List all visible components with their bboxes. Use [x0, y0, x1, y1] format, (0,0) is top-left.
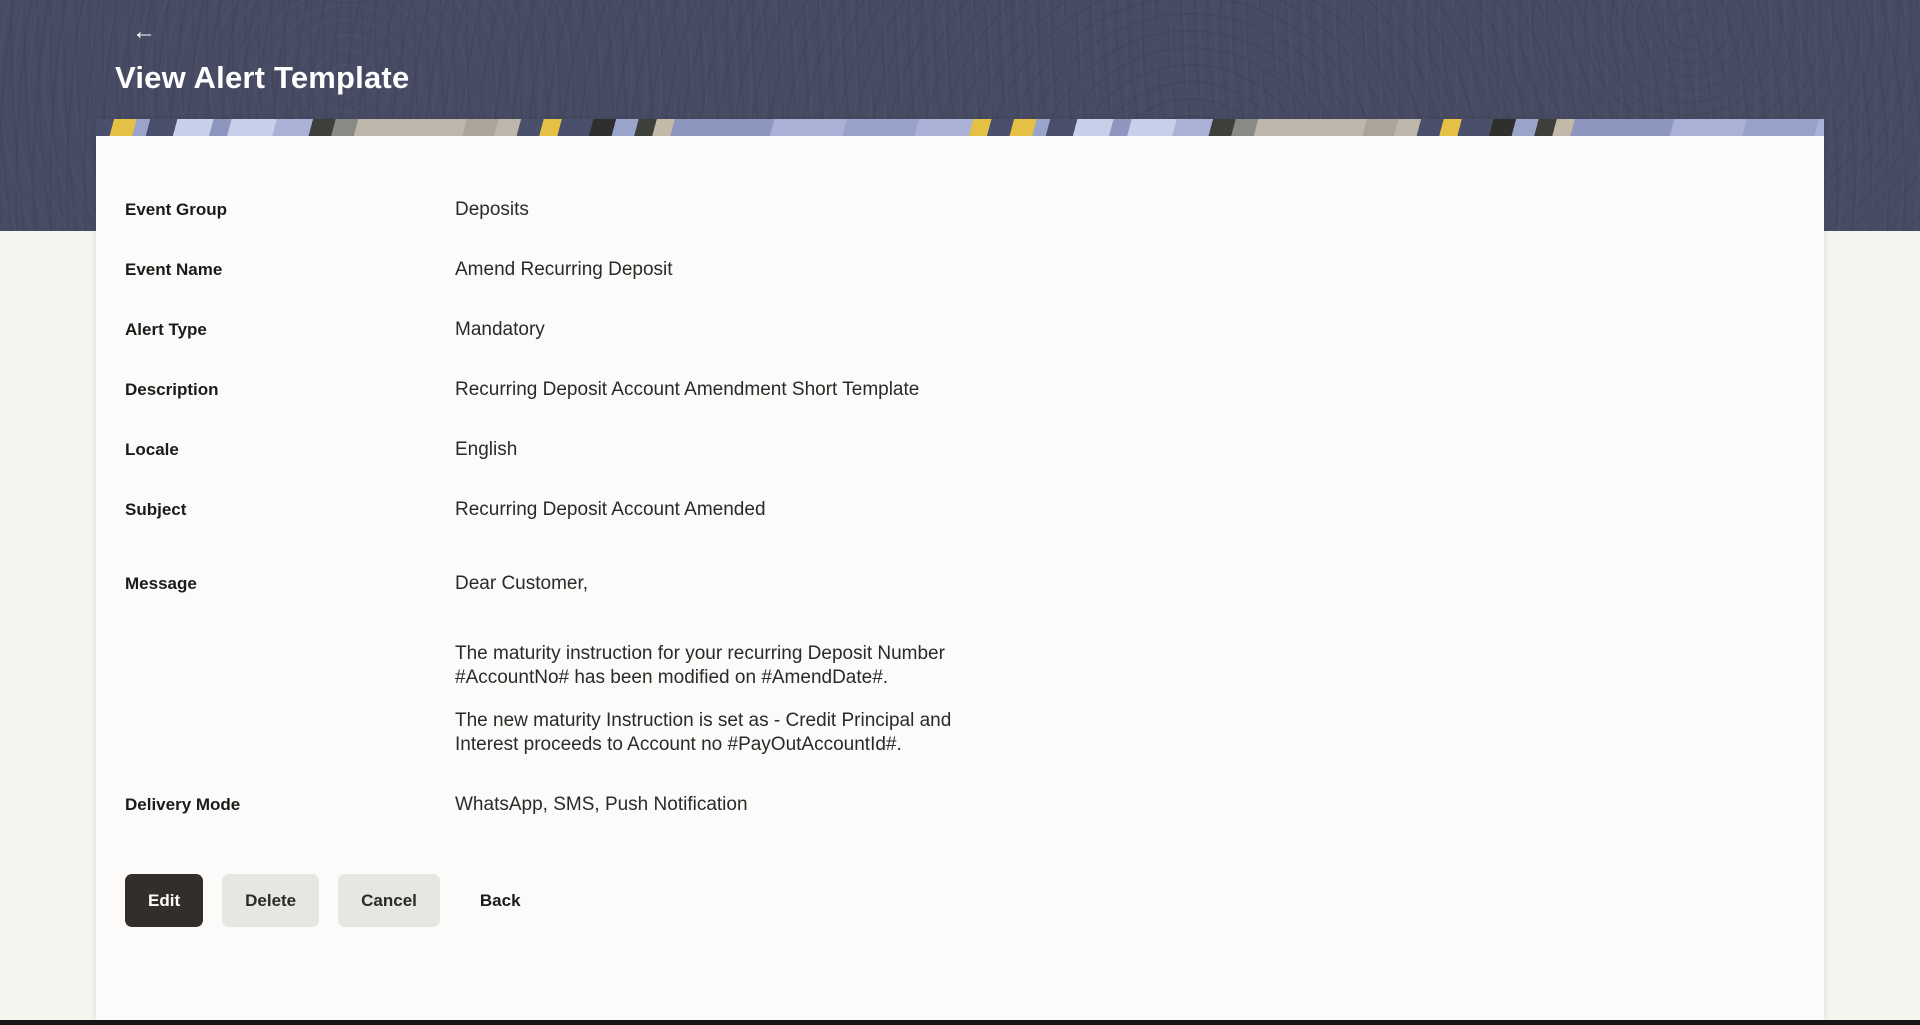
- field-label: Message: [125, 574, 197, 593]
- field-label: Delivery Mode: [125, 795, 241, 814]
- field-value: Amend Recurring Deposit: [455, 259, 673, 280]
- message-paragraph: The maturity instruction for your recurring Deposit Number #AccountNo# has been modified on #AmendDate#.: [455, 643, 945, 688]
- field-row-delivery-mode: [125, 793, 1824, 817]
- field-row-message: [125, 572, 1824, 757]
- cancel-button[interactable]: Cancel: [338, 874, 440, 927]
- message-salutation: Dear Customer,: [455, 573, 589, 594]
- field-row-event-group: [125, 198, 1824, 222]
- back-link[interactable]: Back: [479, 890, 521, 910]
- field-value: Recurring Deposit Account Amendment Short Template: [455, 379, 920, 400]
- field-row-subject: [125, 498, 1824, 522]
- message-body: [455, 572, 1015, 757]
- field-label: Description: [125, 380, 219, 399]
- field-value: English: [455, 439, 518, 460]
- page-title: View Alert Template: [115, 60, 410, 95]
- alert-template-card: [96, 119, 1824, 1020]
- field-label: Alert Type: [125, 320, 207, 339]
- field-row-alert-type: [125, 318, 1824, 342]
- field-row-description: [125, 378, 1824, 402]
- field-row-event-name: [125, 258, 1824, 282]
- action-button-row: [125, 874, 1824, 927]
- edit-button[interactable]: Edit: [125, 874, 203, 927]
- field-label: Event Group: [125, 200, 228, 219]
- field-row-locale: [125, 438, 1824, 462]
- bottom-edge-strip: [0, 1020, 1920, 1025]
- field-label: Locale: [125, 440, 179, 459]
- back-button[interactable]: [126, 16, 162, 48]
- field-label: Subject: [125, 500, 187, 519]
- arrow-left-icon: ←: [132, 18, 156, 45]
- field-label: Event Name: [125, 260, 223, 279]
- field-value: Deposits: [455, 199, 529, 220]
- delete-button[interactable]: Delete: [222, 874, 319, 927]
- message-paragraph: The new maturity Instruction is set as - Credit Principal and Interest proceeds to Account no #PayOutAccountId#.: [455, 710, 952, 755]
- field-value: WhatsApp, SMS, Push Notification: [455, 794, 748, 815]
- decorative-collage-banner: [96, 119, 1824, 136]
- field-value: Recurring Deposit Account Amended: [455, 499, 766, 520]
- field-value: Mandatory: [455, 319, 545, 340]
- alert-template-details: [96, 136, 1824, 927]
